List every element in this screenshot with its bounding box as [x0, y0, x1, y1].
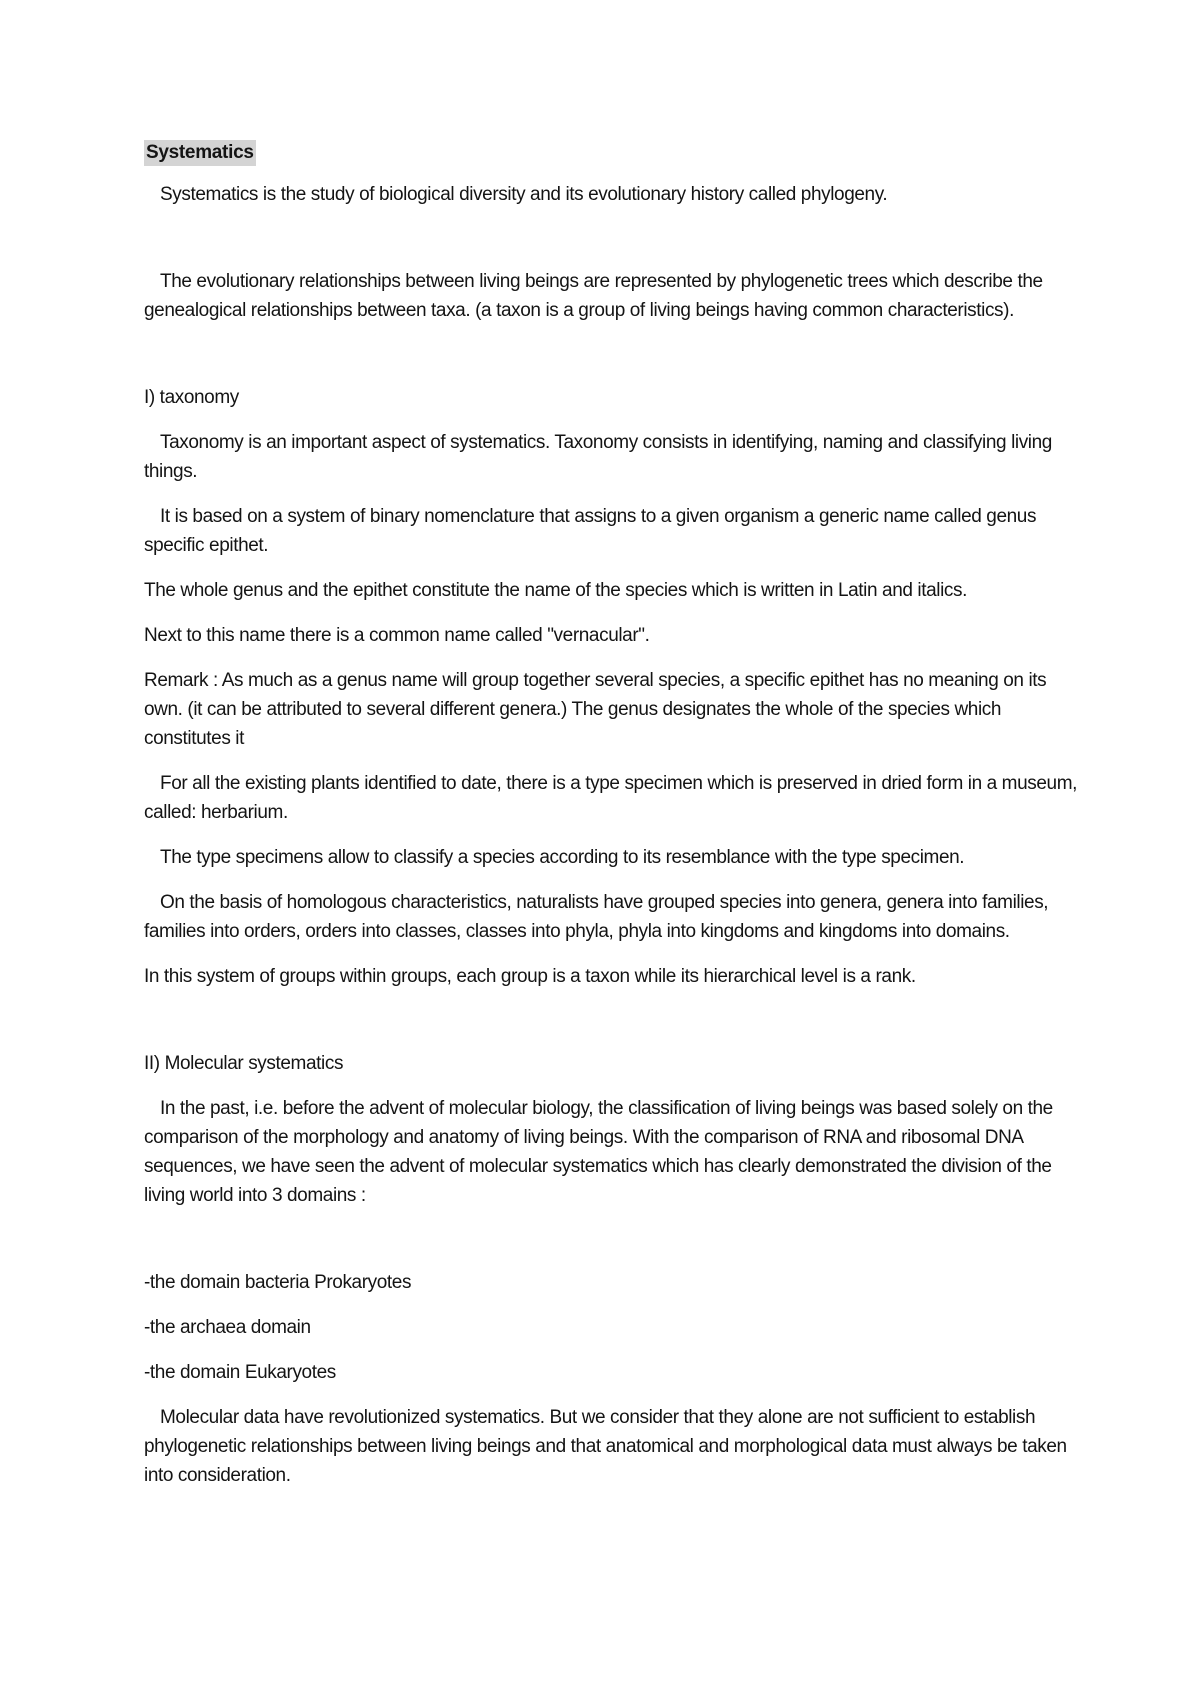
paragraph-definition: Systematics is the study of biological diversity and its evolutionary history called phylogeny.	[160, 184, 888, 205]
paragraph-rank: In this system of groups within groups, each group is a taxon while its hierarchical level is a rank.	[144, 966, 916, 987]
paragraph-molecular-history: In the past, i.e. before the advent of molecular biology, the classification of living beings was based solely on the comparison of the morphology and anatomy of living beings. With the comparison of RNA and ribosomal DNA sequences, we have seen the advent of molecular systematics which has clearly demonstrated the division of the living world into 3 domains :	[144, 1098, 1053, 1206]
paragraph-binary-nomenclature: It is based on a system of binary nomenclature that assigns to a given organism a generic name called genus specific epithet.	[144, 506, 1037, 556]
paragraph-taxonomy: Taxonomy is an important aspect of systematics. Taxonomy consists in identifying, naming and classifying living things.	[144, 432, 1052, 482]
paragraph-type-specimens: The type specimens allow to classify a species according to its resemblance with the type specimen.	[160, 847, 965, 868]
list-item: -the domain bacteria Prokaryotes	[144, 1272, 412, 1293]
paragraph-homologous: On the basis of homologous characteristics, naturalists have grouped species into genera, genera into families, families into orders, orders into classes, classes into phyla, phyla into kingdoms and kingdoms into domains.	[144, 892, 1049, 942]
paragraph-phylogenetic-trees: The evolutionary relationships between living beings are represented by phylogenetic trees which describe the genealogical relationships between taxa. (a taxon is a group of living beings having common characteristics).	[144, 271, 1043, 321]
section-heading-molecular: II) Molecular systematics	[144, 1053, 344, 1074]
paragraph-molecular-data: Molecular data have revolutionized systematics. But we consider that they alone are not sufficient to establish phylogenetic relationships between living beings and that anatomical and morphological data must always be taken into consideration.	[144, 1407, 1067, 1486]
document-title: Systematics	[144, 140, 256, 166]
paragraph-species-name: The whole genus and the epithet constitute the name of the species which is written in Latin and italics.	[144, 580, 968, 601]
section-heading-taxonomy: I) taxonomy	[144, 387, 239, 408]
list-item: -the archaea domain	[144, 1317, 311, 1338]
paragraph-herbarium: For all the existing plants identified to date, there is a type specimen which is preserved in dried form in a museum, called: herbarium.	[144, 773, 1077, 823]
list-item: -the domain Eukaryotes	[144, 1362, 336, 1383]
paragraph-remark: Remark : As much as a genus name will group together several species, a specific epithet has no meaning on its own. (it can be attributed to several different genera.) The genus designates the whole of the species which constitutes it	[144, 670, 1047, 749]
paragraph-vernacular: Next to this name there is a common name called "vernacular".	[144, 625, 650, 646]
